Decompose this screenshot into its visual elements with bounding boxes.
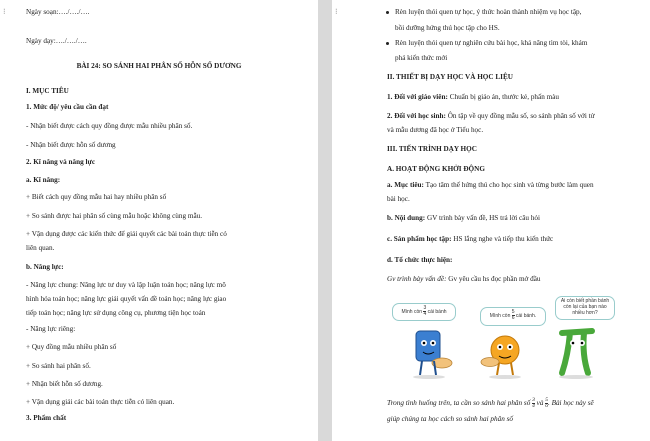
bullet-icon	[386, 42, 389, 45]
text-line: + Nhận biết hỗn số dương.	[26, 380, 103, 388]
speech-bubble-left: Mình còn $\frac{3}{4}$ cái bánh	[392, 303, 456, 321]
section-objectives: I. MỤC TIÊU	[26, 87, 69, 95]
text-conclusion: Trong tình huống trên, ta cần so sánh hai phân số $\frac{3}{4}$ và $\frac{5}{6}$ . Bài học này sẽ	[387, 397, 594, 409]
heading-qualities: 3. Phẩm chất	[26, 414, 67, 422]
text-line: bồi dưỡng hứng thú học tập cho HS.	[395, 24, 500, 32]
date-taught: Ngày dạy:…./…./….	[26, 37, 87, 45]
text-objective: a. Mục tiêu: Tạo tâm thế hứng thú cho học sinh và từng bước làm quen	[387, 181, 594, 189]
text-line: + So sánh hai phân số.	[26, 362, 91, 370]
heading-skills-a: a. Kĩ năng:	[26, 176, 61, 184]
drag-handle-icon[interactable]: ⁝	[335, 7, 338, 16]
text-line: + Biết cách quy đồng mẫu hai hay nhiều phân số	[26, 193, 167, 201]
text-line: + So sánh được hai phân số cùng mẫu hoặc không cùng mẫu.	[26, 212, 203, 220]
text-problem: Gv trình bày vấn đề: Gv yêu cầu hs đọc phần mở đầu	[387, 275, 541, 283]
heading-requirements: 1. Mức độ/ yêu cầu cần đạt	[26, 103, 109, 111]
text-line: phá kiến thức mới	[395, 54, 448, 62]
text-line: tiếp toán học; năng lực sử dụng công cụ, phương tiện học toán	[26, 309, 206, 317]
text-line: - Năng lực riêng:	[26, 325, 76, 333]
page-gutter	[318, 0, 332, 441]
text-product: c. Sản phẩm học tập: HS lắng nghe và tiếp thu kiến thức	[387, 235, 554, 243]
section-equipment: II. THIẾT BỊ DẠY HỌC VÀ HỌC LIỆU	[387, 73, 513, 81]
characters-drawing	[392, 293, 617, 383]
text-student-prep: 2. Đối với học sinh: Ôn tập về quy đồng mẫu số, so sánh phân số với tử	[387, 112, 595, 120]
document-page-right	[332, 0, 650, 441]
text-line: + Vận dụng giải các bài toán thực tiễn có liên quan.	[26, 398, 175, 406]
text-line: Rèn luyện thói quen tự nghiên cứu bài học, khả năng tìm tòi, khám	[395, 39, 588, 47]
speech-bubble-middle: Mình còn $\frac{5}{6}$ cái bánh.	[480, 307, 546, 326]
bullet-icon	[386, 11, 389, 14]
text-teacher-prep: 1. Đối với giáo viên: Chuẩn bị giáo án, thước kẻ, phấn màu	[387, 93, 559, 101]
cartoon-characters-illustration	[392, 293, 617, 383]
heading-competency: b. Năng lực:	[26, 263, 64, 271]
text-line: liên quan.	[26, 244, 55, 252]
text-line: bài học.	[387, 195, 410, 203]
text-line: Rèn luyện thói quen tự học, ý thức hoàn thành nhiệm vụ học tập,	[395, 8, 582, 16]
text-line: giúp chúng ta học cách so sánh hai phân số	[387, 415, 513, 423]
character-green-pi	[559, 331, 593, 379]
heading-organization: d. Tổ chức thực hiện:	[387, 256, 453, 264]
text-line: - Nhận biết được cách quy đồng được mẫu nhiều phân số.	[26, 122, 193, 130]
text-line: - Nhận biết được hỗn số dương	[26, 141, 116, 149]
date-prepared: Ngày soạn:…./…./….	[26, 8, 90, 16]
text-content: b. Nội dung: GV trình bày vấn đề, HS trả lời câu hỏi	[387, 214, 541, 222]
text-line: và mẫu dương đã học ở Tiểu học.	[387, 126, 484, 134]
character-orange	[481, 336, 521, 379]
section-process: III. TIẾN TRÌNH DẠY HỌC	[387, 145, 477, 153]
text-line: + Vận dụng được các kiến thức để giải quyết các bài toán thực tiễn có	[26, 230, 227, 238]
document-page-left	[0, 0, 318, 441]
heading-skills: 2. Kĩ năng và năng lực	[26, 158, 96, 166]
character-blue	[413, 331, 452, 379]
lesson-title: BÀI 24: SO SÁNH HAI PHÂN SỐ HỖN SỐ DƯƠNG	[76, 62, 242, 70]
text-line: hình hóa toán học; năng lực giải quyết vấn đề toán học; năng lực giao	[26, 295, 227, 303]
drag-handle-icon[interactable]: ⁝	[3, 7, 6, 16]
text-line: - Năng lực chung: Năng lực tư duy và lập luận toán học; năng lực mô	[26, 281, 226, 289]
text-line: + Quy đồng mẫu nhiều phân số	[26, 343, 117, 351]
heading-warmup: A. HOẠT ĐỘNG KHỞI ĐỘNG	[387, 165, 485, 173]
speech-bubble-right: Ai còn biết phần bánh còn lại của bạn nào nhiều hơn?	[555, 296, 615, 320]
